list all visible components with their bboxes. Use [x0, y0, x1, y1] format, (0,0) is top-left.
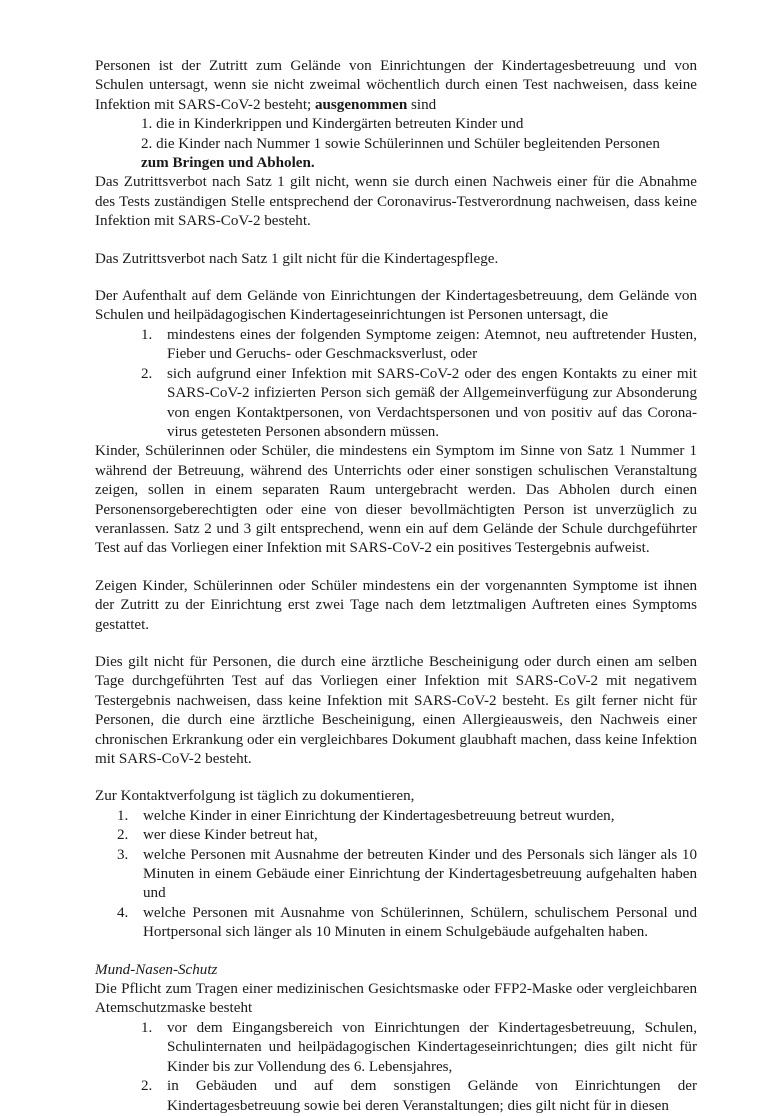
list-text: wer diese Kinder betreut hat, [143, 827, 318, 844]
mask-list [95, 1019, 697, 1116]
list-item [95, 846, 697, 904]
list-item [95, 326, 697, 365]
paragraph-exception: Das Zutrittsverbot nach Satz 1 gilt nicht, wenn sie durch einen Nachweis einer für die Abnahme des Tests zuständigen Stelle entsprechend der Coronavirus-Testverordnung nachweisen, dass keine Infektion mit SARS-CoV-2 besteht. [95, 174, 697, 230]
paragraph-stay-prohibition: Der Aufenthalt auf dem Gelände von Einrichtungen der Kindertagesbetreuung, dem Gelände von Schulen und heilpädagogischen Kindertageseinrichtungen ist Personen untersagt, die [95, 288, 697, 324]
list-item: 2. die Kinder nach Nummer 1 sowie Schülerinnen und Schüler begleitenden Personen [141, 135, 660, 152]
documentation-list [95, 807, 697, 943]
list-text: welche Kinder in einer Einrichtung der Kindertagesbetreuung betreut wurden, [143, 807, 615, 824]
bold-emphasis: ausgenommen [314, 96, 408, 113]
list-item [95, 826, 697, 845]
paragraph-text: Personen ist der Zutritt zum Gelände von Einrichtungen der Kindertagesbetreuung und von Schulen untersagt, wenn sie nicht zweimal wöchentlich durch einen Test nachweisen, dass keine Infektion mit SARS-CoV-2 besteht; [95, 58, 697, 113]
list-number: 2. [141, 1078, 153, 1095]
paragraph-symptom-readmission: Zeigen Kinder, Schülerinnen oder Schüler mindestens ein der vorgenannten Symptome ist ihnen der Zutritt zu der Einrichtung erst zwei Tage nach dem letztmaligen Auftreten eines Symptoms gestattet. [95, 577, 697, 633]
list-text: welche Personen mit Ausnahme der betreuten Kinder und des Personals sich länger als 10 Minuten in einem Gebäude einer Einrichtung der Kindertagesbetreuung aufgehalten haben und [143, 846, 697, 902]
list-number: 1. [141, 326, 153, 343]
paragraph-access-test [95, 57, 697, 115]
symptom-list [95, 326, 697, 442]
paragraph-contact-tracing: Zur Kontaktverfolgung ist täglich zu dokumentieren, [95, 788, 415, 805]
paragraph-kindertagespflege: Das Zutrittsverbot nach Satz 1 gilt nicht für die Kindertagespflege. [95, 250, 499, 267]
list-text: in Gebäuden und auf dem sonstigen Gelände von Einrichtungen der Kindertagesbetreuung sowie bei deren Veranstaltungen; dies gilt nicht für in diesen [167, 1078, 697, 1114]
list-item [95, 1077, 697, 1116]
list-number: 2. [141, 365, 153, 382]
list-item: 1. die in Kinderkrippen und Kindergärten betreuten Kinder und [141, 116, 524, 133]
list-number: 1. [141, 1019, 153, 1036]
paragraph-symptom-handling: Kinder, Schülerinnen oder Schüler, die mindestens ein Symptom im Sinne von Satz 1 Nummer 1 während der Betreuung, während des Unterrichts oder einer sonstigen schulischen Veranstaltung zeigen, sollen in einem separaten Raum untergebracht werden. Das Abholen durch einen Personensorgeberechtigten oder eine von dieser bevollmächtigten Person ist unverzüglich zu veranlassen. Satz 2 und 3 gilt entsprechend, wenn ein auf dem Gelände der Schule durchgeführter Test auf das Vorliegen einer Infektion mit SARS-CoV-2 ein positives Testergebnis aufweist. [95, 443, 697, 557]
list-number: 4. [117, 904, 129, 921]
list-item [95, 807, 697, 826]
list-number: 3. [117, 846, 129, 863]
list-item [95, 365, 697, 443]
list-text: vor dem Eingangsbereich von Einrichtungen der Kindertagesbetreuung, Schulen, Schulinternaten und heilpädagogischen Kindertageseinrichtungen; dies gilt nicht für Kinder bis zur Vollendung des 6. Lebensjahres, [167, 1019, 697, 1075]
list-item [95, 1019, 697, 1077]
document-page [95, 57, 697, 1116]
list-text: welche Personen mit Ausnahme von Schülerinnen, Schülern, schulischem Personal und Hortpersonal sich länger als 10 Minuten in einem Schulgebäude aufgehalten haben. [143, 904, 697, 941]
paragraph-text: sind [407, 96, 437, 113]
list-text: sich aufgrund einer Infektion mit SARS-CoV-2 oder des engen Kontakts zu einer mit SARS-CoV-2 infizierten Person sich gemäß der Allgemeinverfügung zur Absonderung von engen Kontaktpersonen, von Verdachtspersonen und von positiv auf das Corona-virus getesteten Personen absondern müssen. [167, 365, 697, 440]
list-text: mindestens eines der folgenden Symptome zeigen: Atemnot, neu auftretender Husten, Fieber und Geruchs- oder Geschmacksverlust, oder [167, 326, 697, 363]
list-item [95, 904, 697, 943]
paragraph-mask-obligation: Die Pflicht zum Tragen einer medizinischen Gesichtsmaske oder FFP2-Maske oder vergleichbaren Atemschutzmaske besteht [95, 981, 697, 1017]
section-heading-mask: Mund-Nasen-Schutz [95, 961, 218, 978]
list-number: 1. [117, 807, 129, 824]
list-item-bold-continuation: zum Bringen und Abholen. [141, 155, 315, 172]
paragraph-exemptions: Dies gilt nicht für Personen, die durch eine ärztliche Bescheinigung oder durch einen am selben Tage durchgeführten Test auf das Vorliegen einer Infektion mit SARS-CoV-2 mit negativem Testergebnis nachweisen, dass keine Infektion mit SARS-CoV-2 besteht. Es gilt ferner nicht für Personen, die durch eine ärztliche Bescheinigung, einen Allergieausweis, den Nachweis einer chronischen Erkrankung oder ein vergleichbares Dokument glaubhaft machen, dass keine Infektion mit SARS-CoV-2 besteht. [95, 653, 697, 767]
list-number: 2. [117, 827, 129, 844]
